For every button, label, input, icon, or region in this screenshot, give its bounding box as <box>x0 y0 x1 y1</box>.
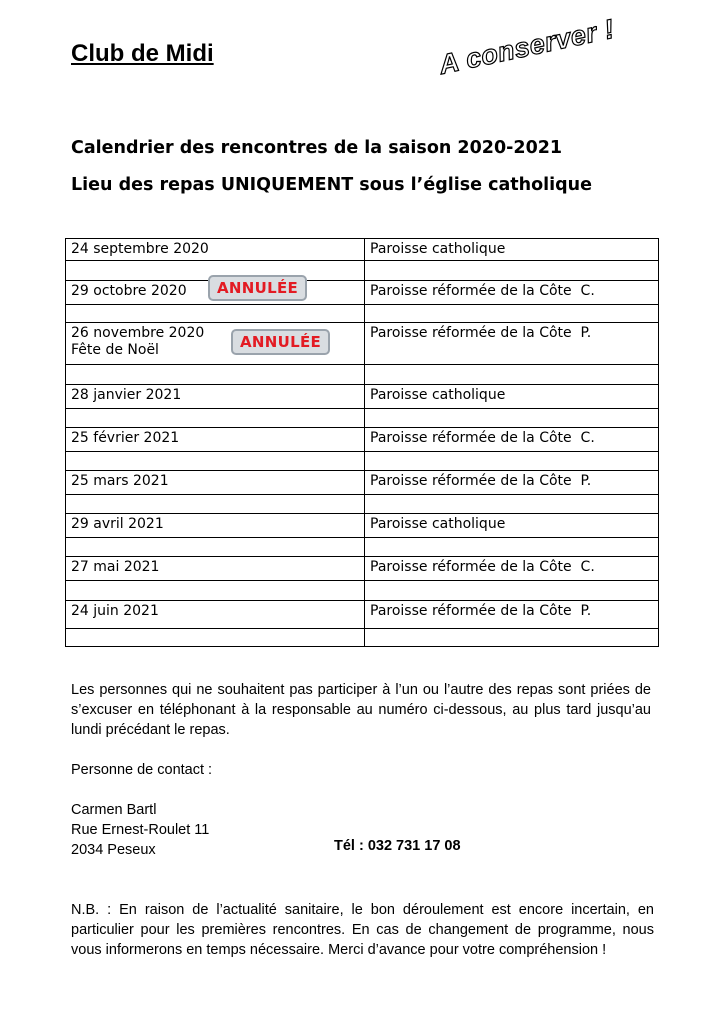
date-cell <box>66 239 365 261</box>
spacer-row <box>66 495 659 514</box>
spacer-row <box>66 581 659 601</box>
place-cell <box>365 428 659 452</box>
date-cell <box>66 514 365 538</box>
date-text: 25 février 2021 <box>71 430 180 446</box>
place-text: Paroisse réformée de la Côte P. <box>370 325 592 341</box>
contact-phone: Tél : 032 731 17 08 <box>334 838 461 854</box>
place-text: Paroisse réformée de la Côte P. <box>370 473 592 489</box>
date-text: 24 septembre 2020 <box>71 241 209 257</box>
table-row <box>66 385 659 409</box>
table-row <box>66 601 659 629</box>
date-text: 29 avril 2021 <box>71 516 164 532</box>
spacer-row <box>66 629 659 647</box>
place-cell <box>365 239 659 261</box>
place-cell <box>365 323 659 365</box>
date-cell <box>66 385 365 409</box>
place-text: Paroisse réformée de la Côte C. <box>370 559 595 575</box>
table-row <box>66 514 659 538</box>
excuse-notice: Les personnes qui ne souhaitent pas participer à l’un ou l’autre des repas sont priées de s’excuser en téléphonant à la responsable au numéro ci-dessous, au plus tard jusqu’au lundi précédant le repas. <box>71 682 651 738</box>
spacer-row <box>66 305 659 323</box>
place-cell <box>365 601 659 629</box>
date-cell <box>66 471 365 495</box>
date-cell <box>66 557 365 581</box>
contact-label: Personne de contact : <box>71 762 213 778</box>
spacer-row <box>66 538 659 557</box>
contact-name: Carmen Bartl <box>71 802 157 818</box>
table-row <box>66 239 659 261</box>
place-text: Paroisse catholique <box>370 516 506 532</box>
date-cell <box>66 601 365 629</box>
place-cell <box>365 385 659 409</box>
location-heading: Lieu des repas UNIQUEMENT sous l’église catholique <box>71 175 592 195</box>
spacer-row <box>66 365 659 385</box>
cancelled-badge: ANNULÉE <box>208 275 307 301</box>
spacer-row <box>66 261 659 281</box>
calendar-heading: Calendrier des rencontres de la saison 2020-2021 <box>71 138 563 158</box>
calendar-table <box>65 238 659 647</box>
place-cell <box>365 557 659 581</box>
place-text: Paroisse catholique <box>370 241 506 257</box>
keep-note: A conserver ! <box>436 13 617 81</box>
date-text: 26 novembre 2020 <box>71 325 205 341</box>
date-text: 28 janvier 2021 <box>71 387 182 403</box>
table-row <box>66 428 659 452</box>
date-subtitle: Fête de Noël <box>71 342 159 358</box>
place-text: Paroisse catholique <box>370 387 506 403</box>
contact-address <box>71 800 209 860</box>
contact-street: Rue Ernest-Roulet 11 <box>71 822 210 838</box>
place-cell <box>365 514 659 538</box>
date-cell <box>66 323 365 365</box>
date-text: 29 octobre 2020 <box>71 283 187 299</box>
place-text: Paroisse réformée de la Côte P. <box>370 603 592 619</box>
table-row <box>66 471 659 495</box>
page-title: Club de Midi <box>71 40 214 67</box>
place-cell <box>365 281 659 305</box>
contact-city: 2034 Peseux <box>71 842 156 858</box>
date-text: 25 mars 2021 <box>71 473 169 489</box>
spacer-row <box>66 409 659 428</box>
nb-notice: N.B. : En raison de l’actualité sanitaire, le bon déroulement est encore incertain, en particulier pour les premières rencontres. En cas de changement de programme, nous vous informerons en temps nécessaire. Merci d’avance pour votre compréhension ! <box>71 902 654 958</box>
table-row <box>66 323 659 365</box>
date-cell <box>66 281 365 305</box>
date-cell <box>66 428 365 452</box>
cancelled-badge: ANNULÉE <box>231 329 330 355</box>
table-row <box>66 281 659 305</box>
date-text: 24 juin 2021 <box>71 603 159 619</box>
place-text: Paroisse réformée de la Côte C. <box>370 283 595 299</box>
table-row <box>66 557 659 581</box>
spacer-row <box>66 452 659 471</box>
date-text: 27 mai 2021 <box>71 559 160 575</box>
place-cell <box>365 471 659 495</box>
place-text: Paroisse réformée de la Côte C. <box>370 430 595 446</box>
